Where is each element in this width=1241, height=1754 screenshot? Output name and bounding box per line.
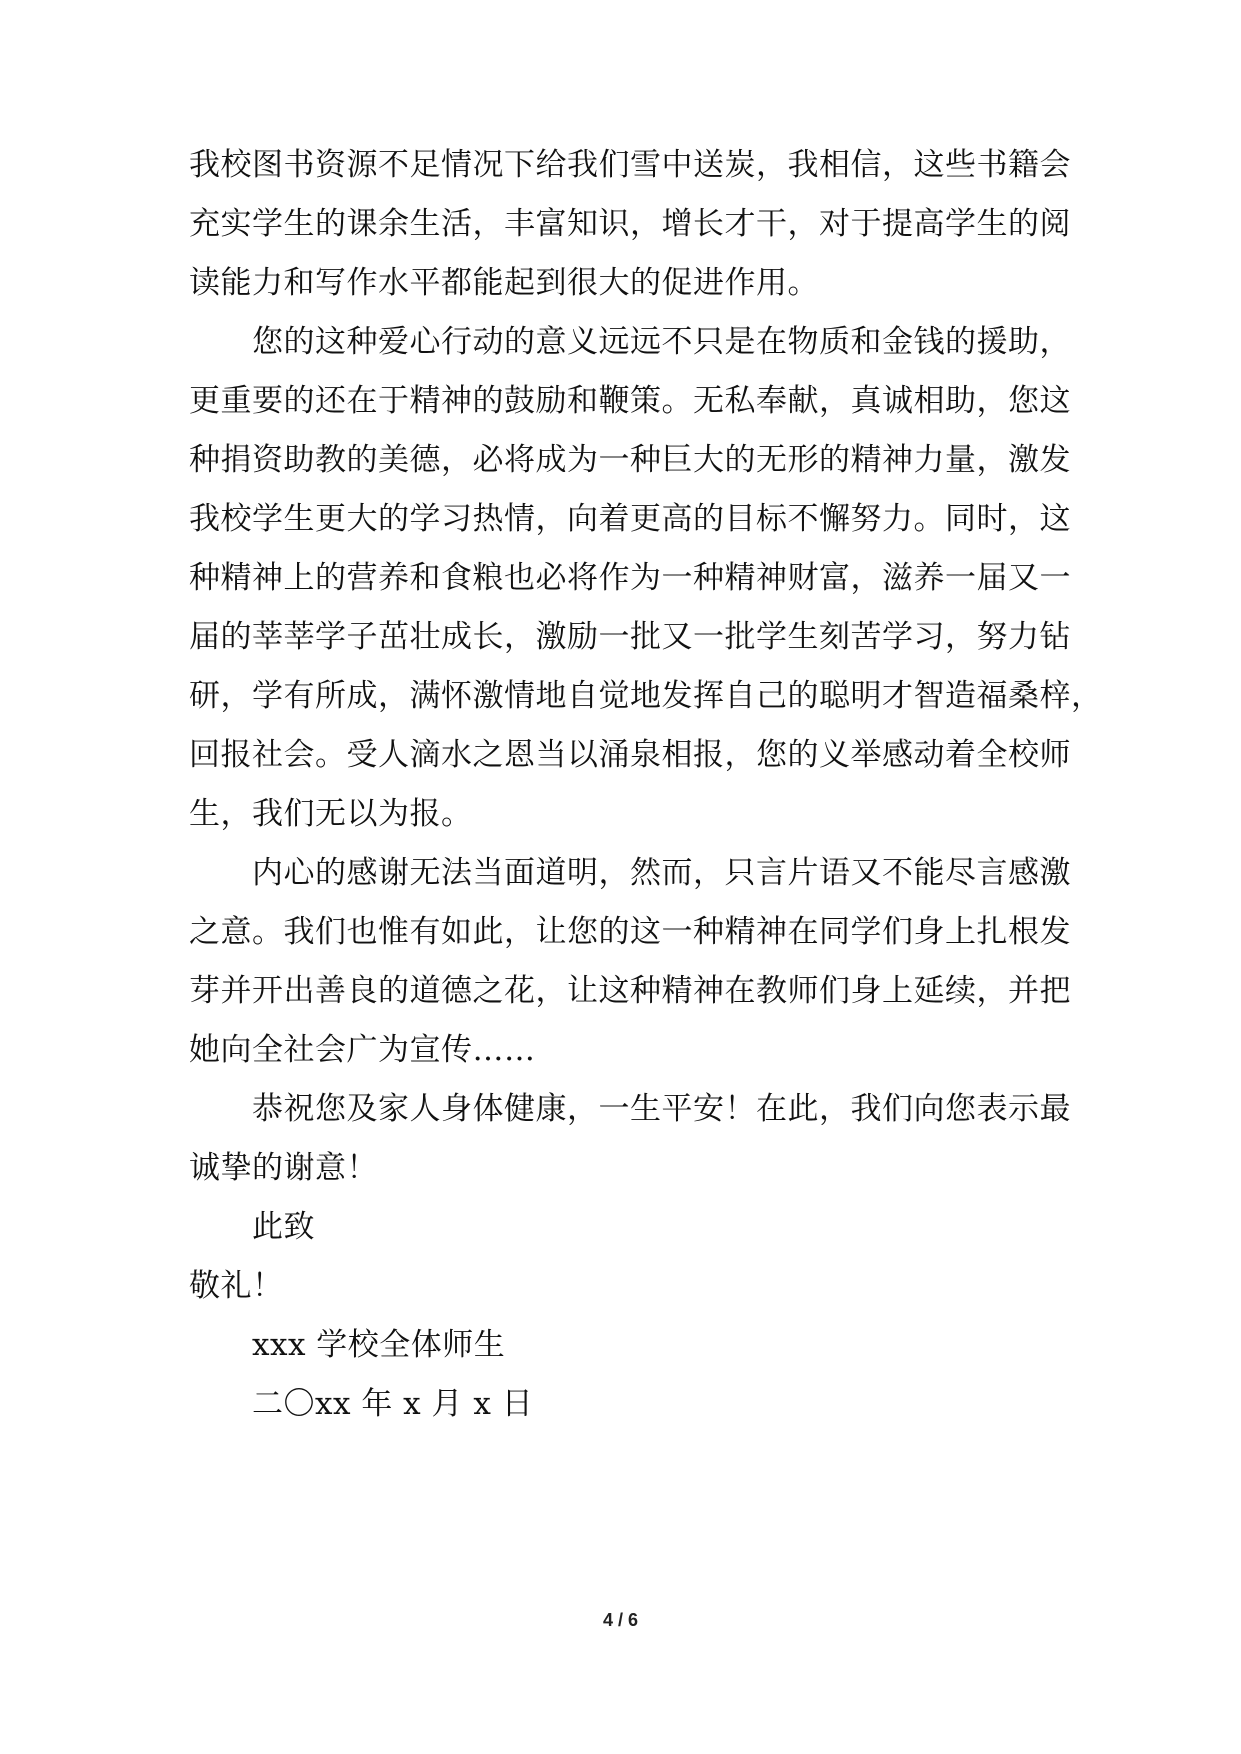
text-line: 我校图书资源不足情况下给我们雪中送炭，我相信，这些书籍会 — [189, 147, 1071, 183]
text-line: 诚挚的谢意！ — [189, 1150, 378, 1186]
text-line: 更重要的还在于精神的鼓励和鞭策。无私奉献，真诚相助，您这 — [189, 383, 1071, 419]
text-line: 研，学有所成，满怀激情地自觉地发挥自己的聪明才智造福桑梓， — [189, 678, 1103, 714]
text-line: 生，我们无以为报。 — [189, 796, 473, 832]
text-line: 届的莘莘学子茁壮成长，激励一批又一批学生刻苦学习，努力钻 — [189, 619, 1071, 655]
text-line: 我校学生更大的学习热情，向着更高的目标不懈努力。同时，这 — [189, 501, 1071, 537]
date-line: 二〇xx 年 x 月 x 日 — [252, 1386, 534, 1422]
text-line: 种精神上的营养和食粮也必将作为一种精神财富，滋养一届又一 — [189, 560, 1071, 596]
page-number: 4 / 6 — [602, 1610, 639, 1630]
paragraph-start-line: 恭祝您及家人身体健康，一生平安！在此，我们向您表示最 — [252, 1091, 1071, 1127]
paragraph-start-line: 您的这种爱心行动的意义远远不只是在物质和金钱的援助， — [252, 324, 1071, 360]
text-line: 充实学生的课余生活，丰富知识，增长才干，对于提高学生的阅 — [189, 206, 1071, 242]
closing-phrase: 此致 — [252, 1209, 315, 1245]
text-line: 回报社会。受人滴水之恩当以涌泉相报，您的义举感动着全校师 — [189, 737, 1071, 773]
text-line: 之意。我们也惟有如此，让您的这一种精神在同学们身上扎根发 — [189, 914, 1071, 950]
text-line: 种捐资助教的美德，必将成为一种巨大的无形的精神力量，激发 — [189, 442, 1071, 478]
text-line: 她向全社会广为宣传…… — [189, 1032, 536, 1068]
paragraph-start-line: 内心的感谢无法当面道明，然而，只言片语又不能尽言感激 — [252, 855, 1071, 891]
signature: xxx 学校全体师生 — [252, 1327, 506, 1363]
text-line: 芽并开出善良的道德之花，让这种精神在教师们身上延续，并把 — [189, 973, 1071, 1009]
salutation: 敬礼！ — [189, 1268, 284, 1304]
text-line: 读能力和写作水平都能起到很大的促进作用。 — [189, 265, 819, 301]
